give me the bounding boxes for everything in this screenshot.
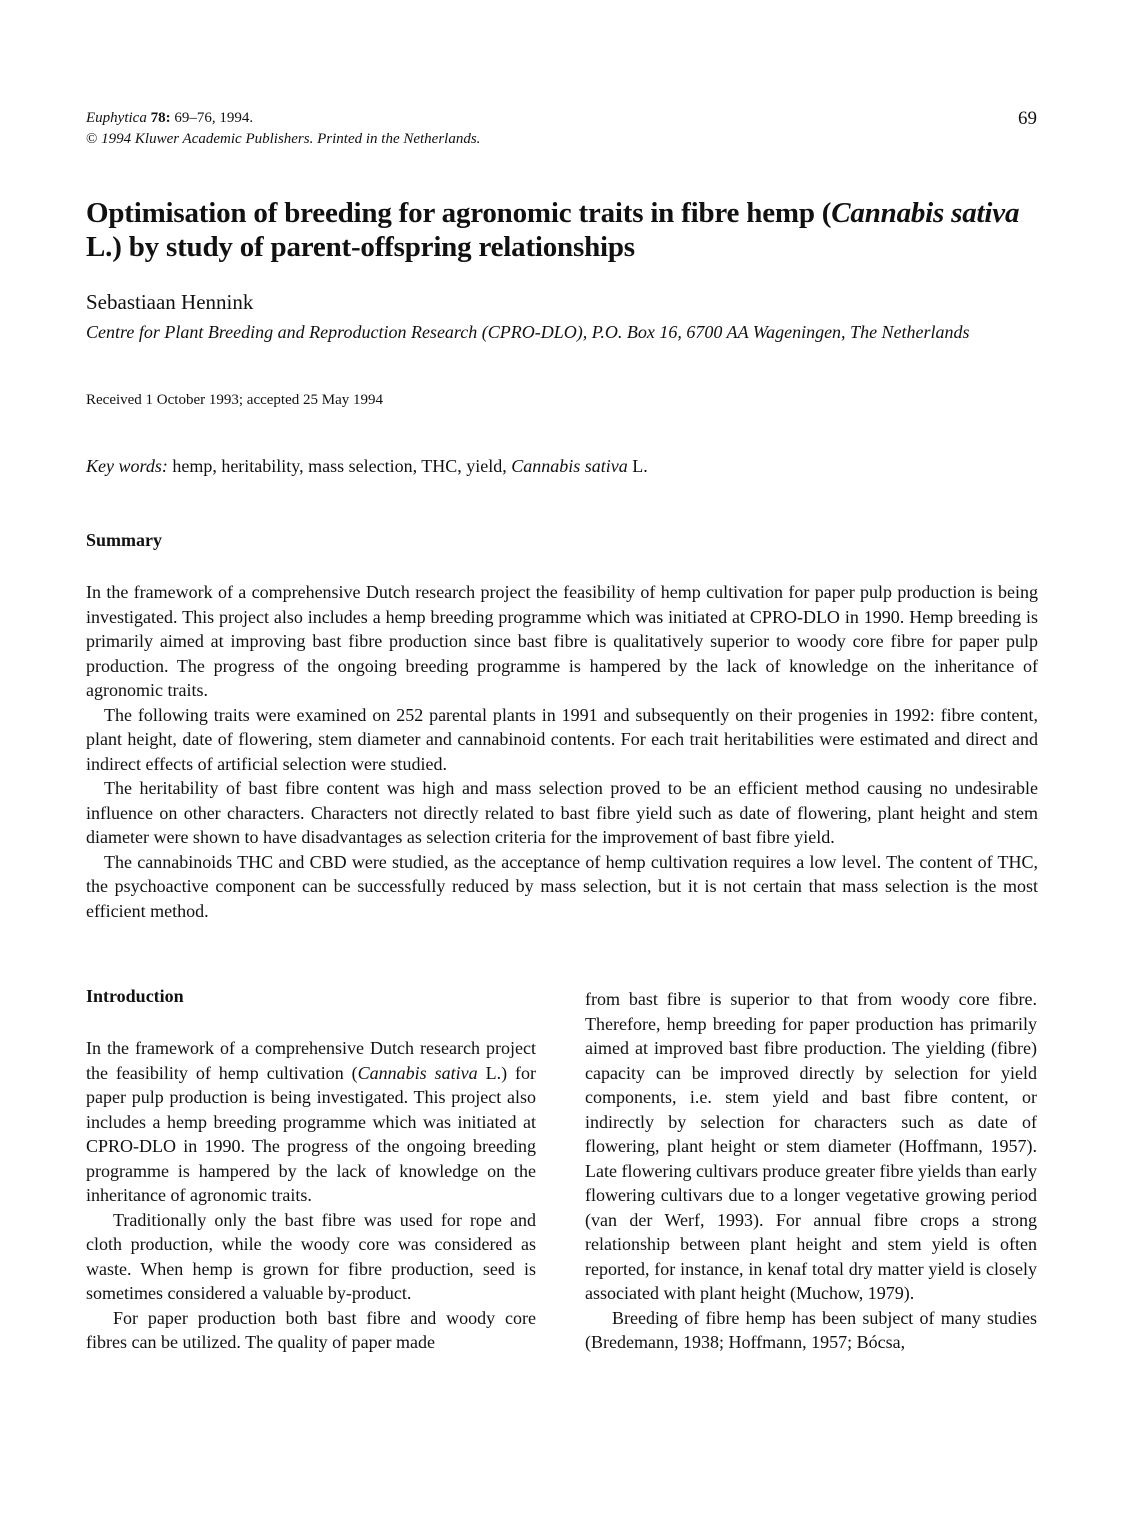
journal-pages: 69–76, 1994. [170,110,254,126]
summary-paragraph: The cannabinoids THC and CBD were studied, as the acceptance of hemp cultivation requires a low level. The content of THC, the psychoactive component can be successfully reduced by mass selection, but it is not certain that mass selection is the most efficient method. [86,851,1038,921]
keywords-species: Cannabis sativa [511,456,628,476]
title-part2: L.) by study of parent-offspring relationships [86,231,635,263]
article-title [86,196,1056,264]
journal-volume: 78: [150,110,171,126]
summary-heading: Summary [86,530,162,550]
summary-paragraph: In the framework of a comprehensive Dutch research project the feasibility of hemp cultivation for paper pulp production is being investigated. This project also includes a hemp breeding programme which was initiated at CPRO-DLO in 1990. Hemp breeding is primarily aimed at improving bast fibre production since bast fibre is qualitatively superior to woody core fibre for paper pulp production. The progress of the ongoing breeding programme is hampered by the lack of knowledge on the inheritance of agronomic traits. [86,582,1038,700]
intro-paragraph-continued: from bast fibre is superior to that from woody core fibre. Therefore, hemp breeding for paper production has primarily aimed at improved bast fibre production. The yielding (fibre) capacity can be improved directly by selection for yield components, i.e. stem yield and bast fibre content, or indirectly by selection for characters such as date of flowering, plant height or stem diameter (Hoffmann, 1957). Late flowering cultivars produce greater fibre yields than early flowering cultivars due to a longer vegetative growing period (van der Werf, 1993). For annual fibre crops a strong relationship between plant height and stem yield is often reported, for instance, in kenaf total dry matter yield is closely associated with plant height (Muchow, 1979). [585,989,1037,1303]
intro-paragraph: Traditionally only the bast fibre was used for rope and cloth production, while the woody core was considered as waste. When hemp is grown for fibre production, seed is sometimes considered a valuable by-product. [86,1209,536,1303]
journal-name: Euphytica [86,110,147,126]
author-name: Sebastiaan Hennink [86,290,254,314]
intro-paragraph: For paper production both bast fibre and woody core fibres can be utilized. The quality of paper made [86,1307,536,1352]
title-species: Cannabis sativa [831,197,1020,229]
copyright-line [86,129,986,150]
received-dates: Received 1 October 1993; accepted 25 May 1994 [86,392,383,408]
keywords [86,456,1046,477]
title-part1: Optimisation of breeding for agronomic traits in fibre hemp ( [86,197,832,229]
copyright-text: 1994 Kluwer Academic Publishers. Printed in the Netherlands. [97,131,481,147]
summary-paragraph: The heritability of bast fibre content was high and mass selection proved to be an efficient method causing no undesirable influence on other characters. Characters not directly related to bast fibre yield such as date of flowering, plant height and stem diameter were shown to have disadvantages as selection criteria for the improvement of bast fibre yield. [86,778,1038,847]
summary-body [86,580,1038,923]
introduction-heading: Introduction [86,986,184,1006]
intro-p1-species: Cannabis sativa [357,1062,478,1083]
copyright-symbol: © [86,131,98,147]
page-number: 69 [1018,108,1037,129]
intro-p1-b: L.) for paper pulp production is being investigated. This project also includes a hemp breeding programme which was initiated at CPRO-DLO in 1990. The progress of the ongoing breeding programme is hampered by the lack of knowledge on the inheritance of agronomic traits. [86,1062,536,1205]
summary-paragraph: The following traits were examined on 252 parental plants in 1991 and subsequently on their progenies in 1992: fibre content, plant height, date of flowering, stem diameter and cannabinoid contents. For each trait heritabilities were estimated and direct and indirect effects of artificial selection were studied. [86,704,1038,774]
journal-header [86,108,986,150]
keywords-suffix: L. [627,456,648,476]
citation-line [86,108,986,129]
author-affiliation: Centre for Plant Breeding and Reproduction Research (CPRO-DLO), P.O. Box 16, 6700 AA Wageningen, The Netherlands [86,322,970,342]
intro-p1-a: In the framework of a comprehensive Dutch research project the feasibility of hemp cultivation ( [86,1038,536,1083]
right-column [585,987,1037,1355]
keywords-label: Key words: [86,456,168,476]
keywords-text: hemp, heritability, mass selection, THC, yield, [167,456,512,476]
left-column [86,1036,536,1355]
intro-paragraph [86,1036,536,1208]
intro-paragraph: Breeding of fibre hemp has been subject of many studies (Bredemann, 1938; Hoffmann, 1957; Bócsa, [585,1307,1037,1352]
